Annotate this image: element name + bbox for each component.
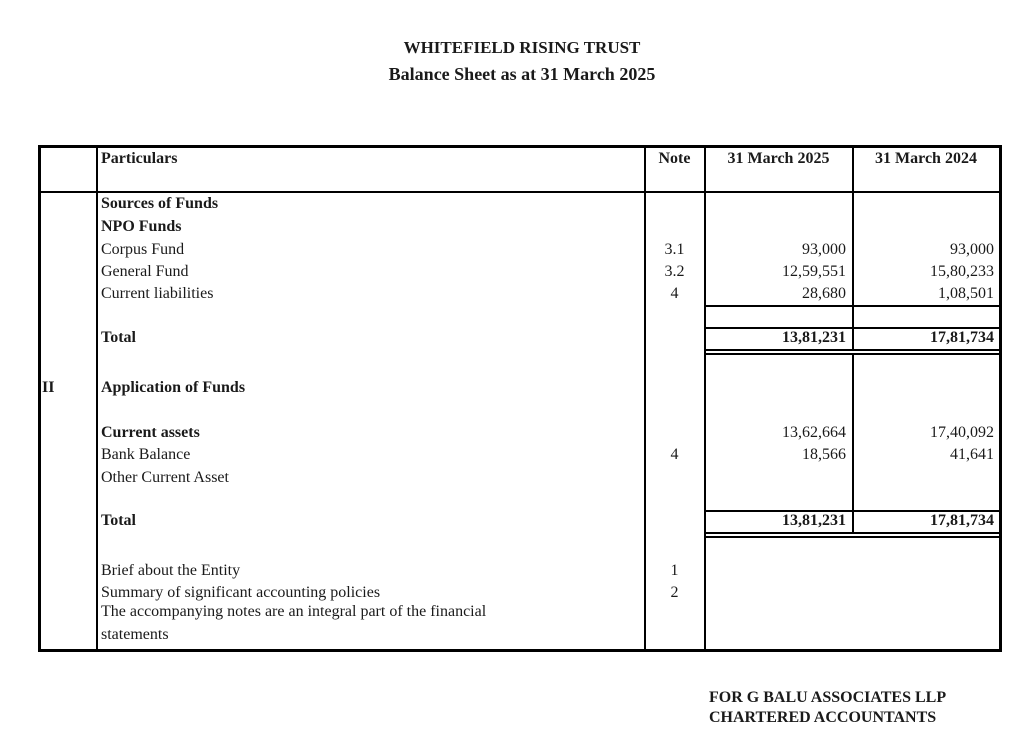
section-number: II [42, 379, 55, 396]
entity-name: WHITEFIELD RISING TRUST [403, 38, 641, 57]
col-divider-1 [96, 145, 98, 652]
total-previous-year: 17,81,734 [930, 329, 994, 346]
row-note: 4 [670, 446, 679, 463]
col-divider-3 [704, 145, 706, 652]
row-label: Bank Balance [101, 446, 191, 463]
row-note: 3.2 [664, 263, 685, 280]
sources-total-double-1 [704, 349, 1002, 351]
col-header-note: Note [658, 150, 691, 167]
total-previous-year: 17,81,734 [930, 512, 994, 529]
row-previous-year: 93,000 [950, 241, 994, 258]
row-note: 4 [670, 285, 679, 302]
sources-subtotal-line [704, 305, 1002, 307]
row-label: Current liabilities [101, 285, 214, 302]
row-current-year: 28,680 [802, 285, 846, 302]
application-total-double-1 [704, 532, 1002, 534]
col-header-particulars: Particulars [101, 150, 178, 167]
total-current-year: 13,81,231 [782, 329, 846, 346]
total-label: Total [101, 329, 136, 346]
npo-funds-heading: NPO Funds [101, 218, 182, 235]
notes-statement-line-1: The accompanying notes are an integral part of the financial [101, 603, 487, 620]
row-label: Other Current Asset [101, 469, 229, 486]
current-assets-current-year: 13,62,664 [782, 424, 846, 441]
application-heading: Application of Funds [101, 379, 246, 396]
note-number: 1 [670, 562, 679, 579]
col-header-previous-year: 31 March 2024 [875, 150, 977, 167]
row-previous-year: 15,80,233 [930, 263, 994, 280]
row-label: General Fund [101, 263, 189, 280]
signature-designation: CHARTERED ACCOUNTANTS [709, 709, 937, 726]
application-total-double-2 [704, 536, 1002, 538]
note-label: Summary of significant accounting policies [101, 584, 381, 601]
col-header-current-year: 31 March 2025 [727, 150, 830, 167]
sources-heading: Sources of Funds [101, 195, 219, 212]
current-assets-previous-year: 17,40,092 [930, 424, 994, 441]
signature-firm: FOR G BALU ASSOCIATES LLP [709, 689, 947, 706]
note-label: Brief about the Entity [101, 562, 241, 579]
table-border-left [38, 145, 41, 652]
total-current-year: 13,81,231 [782, 512, 846, 529]
row-current-year: 12,59,551 [782, 263, 846, 280]
row-previous-year: 41,641 [950, 446, 994, 463]
current-assets-heading: Current assets [101, 424, 200, 441]
table-border-right [999, 145, 1002, 652]
row-current-year: 18,566 [802, 446, 846, 463]
notes-statement-line-2: statements [101, 626, 169, 643]
row-label: Corpus Fund [101, 241, 185, 258]
total-label: Total [101, 512, 136, 529]
row-note: 3.1 [664, 241, 685, 258]
table-border-bottom [38, 649, 1002, 652]
note-number: 2 [670, 584, 679, 601]
statement-title: Balance Sheet as at 31 March 2025 [388, 64, 656, 84]
sources-total-double-2 [704, 353, 1002, 355]
row-current-year: 93,000 [802, 241, 846, 258]
row-previous-year: 1,08,501 [938, 285, 994, 302]
